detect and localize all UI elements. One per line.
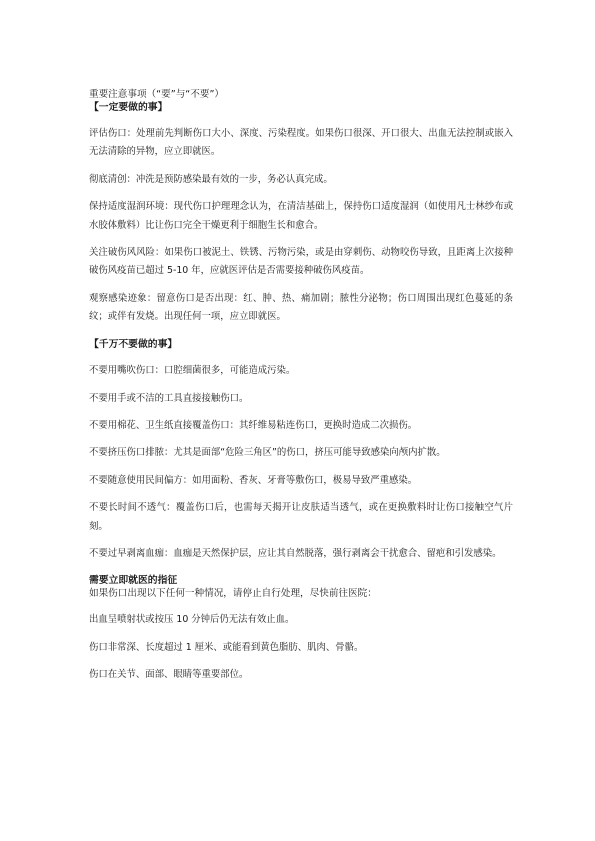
document-page bbox=[89, 89, 513, 685]
list-item: 不要用手或不洁的工具直接接触伤口。 bbox=[89, 392, 249, 404]
section-title-must-do: 【一定要做的事】 bbox=[89, 101, 168, 113]
list-item: 不要长时间不透气：覆盖伤口后，也需每天揭开让皮肤适当透气，或在更换敷料时让伤口接触空气片刻。 bbox=[89, 502, 513, 532]
list-item: 保持适度湿润环境：现代伤口护理理念认为，在清洁基础上，保持伤口适度湿润（如使用凡士林纱布或水胶体敷料）比让伤口完全干燥更利于细胞生长和愈合。 bbox=[89, 201, 513, 231]
list-item: 彻底清创：冲洗是预防感染最有效的一步，务必认真完成。 bbox=[89, 173, 333, 185]
list-item: 出血呈喷射状或按压 10 分钟后仍无法有效止血。 bbox=[89, 614, 295, 626]
section-title-must-not-do: 【千万不要做的事】 bbox=[89, 338, 178, 350]
list-item: 关注破伤风风险：如果伤口被泥土、铁锈、污物污染，或是由穿刺伤、动物咬伤导致，且距离上次接种破伤风疫苗已超过 5-10 年，应就医评估是否需要接种破伤风疫苗。 bbox=[89, 247, 513, 277]
list-item: 评估伤口：处理前先判断伤口大小、深度、污染程度。如果伤口很深、开口很大、出血无法控制或嵌入无法清除的异物，应立即就医。 bbox=[89, 128, 513, 158]
list-item: 不要随意使用民间偏方：如用面粉、香灰、牙膏等敷伤口，极易导致严重感染。 bbox=[89, 474, 418, 486]
section-subtitle: 如果伤口出现以下任何一种情况，请停止自行处理，尽快前往医院： bbox=[89, 587, 377, 599]
list-item: 不要挤压伤口排脓：尤其是面部“危险三角区”的伤口，挤压可能导致感染向颅内扩散。 bbox=[89, 447, 446, 459]
list-item: 不要过早剥离血痂：血痂是天然保护层，应让其自然脱落，强行剥离会干扰愈合、留疤和引发感染。 bbox=[89, 548, 502, 559]
list-item: 伤口非常深、长度超过 1 厘米、或能看到黄色脂肪、肌肉、骨骼。 bbox=[89, 641, 364, 653]
list-item: 不要用嘴吹伤口：口腔细菌很多，可能造成污染。 bbox=[89, 365, 296, 377]
document-intro: 重要注意事项（“要”与“不要”） bbox=[89, 89, 225, 100]
list-item: 观察感染迹象：留意伤口是否出现：红、肿、热、痛加剧；脓性分泌物；伤口周围出现红色蔓延的条纹；或伴有发烧。出现任何一项，应立即就医。 bbox=[89, 292, 513, 323]
list-item: 不要用棉花、卫生纸直接覆盖伤口：其纤维易粘连伤口，更换时造成二次损伤。 bbox=[89, 419, 418, 431]
list-item: 伤口在关节、面部、眼睛等重要部位。 bbox=[89, 669, 249, 681]
section-title-seek-care: 需要立即就医的指征 bbox=[89, 575, 178, 587]
